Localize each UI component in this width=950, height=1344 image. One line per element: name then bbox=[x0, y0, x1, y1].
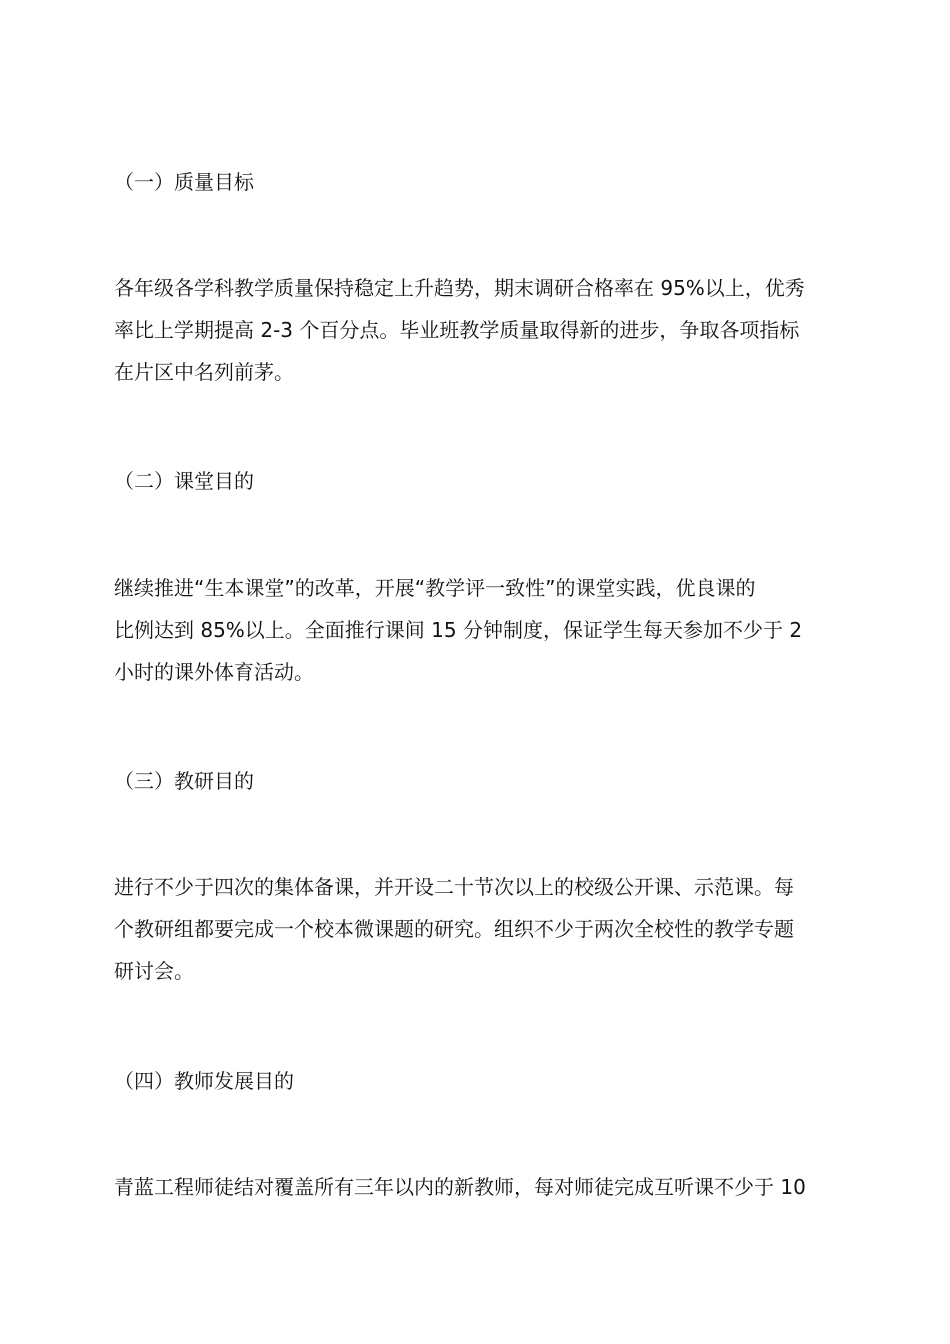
paragraph-line: 比例达到 85%以上。全面推行课间 15 分钟制度，保证学生每天参加不少于 2 bbox=[114, 618, 803, 642]
section-paragraph-4 bbox=[114, 1166, 834, 1208]
paragraph-line: 继续推进“生本课堂”的改革，开展“教学评一致性”的课堂实践，优良课的 bbox=[114, 576, 756, 600]
section-heading-1: （一）质量目标 bbox=[114, 170, 254, 194]
section-paragraph-3 bbox=[114, 866, 834, 992]
paragraph-line: 青蓝工程师徒结对覆盖所有三年以内的新教师，每对师徒完成互听课不少于 10 bbox=[114, 1175, 806, 1199]
section-heading-4: （四）教师发展目的 bbox=[114, 1069, 294, 1093]
section-paragraph-1 bbox=[114, 267, 834, 393]
section-paragraph-2 bbox=[114, 567, 834, 693]
paragraph-line: 小时的课外体育活动。 bbox=[114, 660, 314, 684]
paragraph-line: 研讨会。 bbox=[114, 959, 194, 983]
paragraph-line: 率比上学期提高 2-3 个百分点。毕业班教学质量取得新的进步，争取各项指标 bbox=[114, 318, 800, 342]
section-heading-3: （三）教研目的 bbox=[114, 769, 254, 793]
paragraph-line: 在片区中名列前茅。 bbox=[114, 360, 294, 384]
paragraph-line: 个教研组都要完成一个校本微课题的研究。组织不少于两次全校性的教学专题 bbox=[114, 917, 794, 941]
paragraph-line: 各年级各学科教学质量保持稳定上升趋势，期末调研合格率在 95%以上，优秀 bbox=[114, 276, 805, 300]
paragraph-line: 进行不少于四次的集体备课，并开设二十节次以上的校级公开课、示范课。每 bbox=[114, 875, 794, 899]
section-heading-2: （二）课堂目的 bbox=[114, 469, 254, 493]
